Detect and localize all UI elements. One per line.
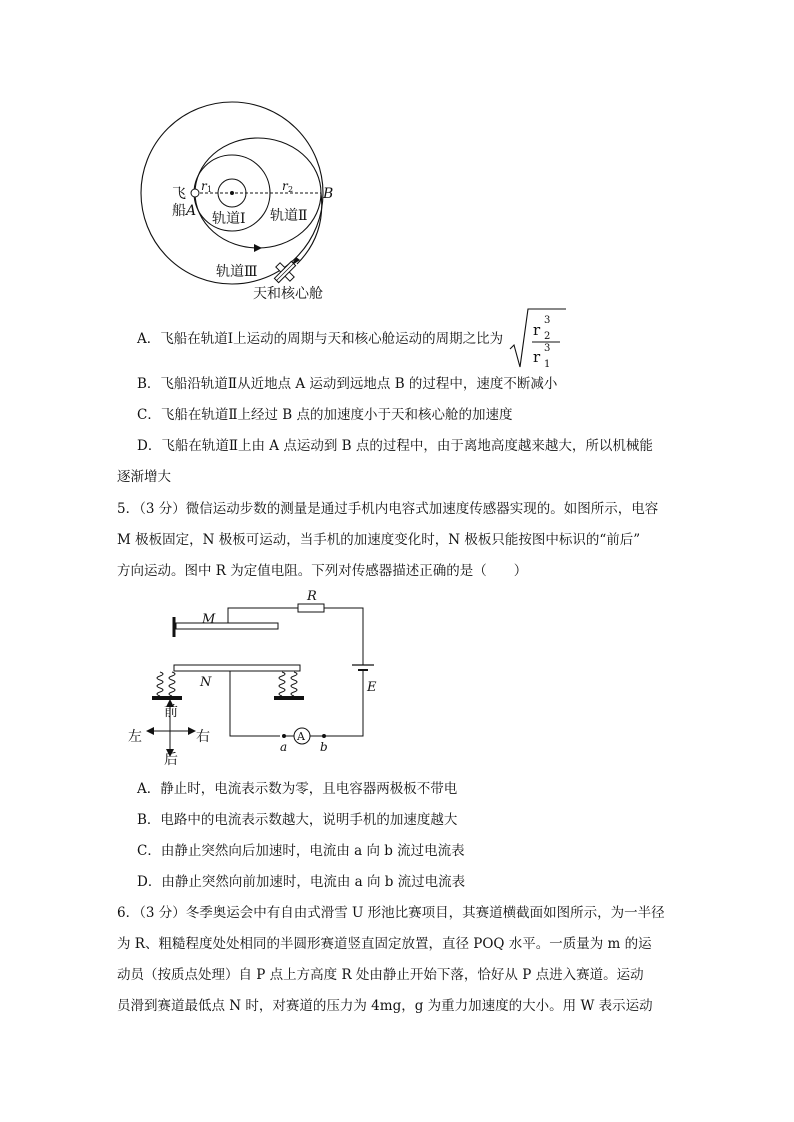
r1-label: r	[201, 179, 207, 193]
plate-m	[176, 623, 278, 629]
spring-right	[274, 672, 304, 700]
q5-stem-line-1: 5．（3 分）微信运动步数的测量是通过手机内电容式加速度传感器实现的。如图所示，电容	[117, 501, 659, 517]
q5-option-b: B．电路中的电流表示数越大，说明手机的加速度越大	[137, 812, 458, 828]
q6-stem-line-3: 动员（按质点处理）自 P 点上方高度 R 处由静止开始下落，恰好从 P 点进入赛道。运动	[117, 967, 644, 983]
label-left: 左	[128, 729, 142, 745]
ship-label-top: 飞	[172, 186, 186, 202]
option-letter: A．	[137, 331, 161, 347]
formula-num-sub: 2	[544, 331, 551, 342]
q5-stem-line-3: 方向运动。图中 R 为定值电阻。下列对传感器描述正确的是（ ）	[117, 563, 528, 579]
station-label: 天和核心舱	[253, 286, 323, 302]
formula-num: r	[533, 321, 541, 339]
formula-den: r	[533, 348, 541, 366]
orbit-3-label: 轨道Ⅲ	[216, 264, 258, 280]
option-text: 飞船在轨道Ⅰ上运动的周期与天和核心舱运动的周期之比为	[160, 331, 504, 347]
orbit-figure	[130, 60, 350, 310]
option-text: 飞船在轨道Ⅱ上由 A 点运动到 B 点的过程中，由于离地高度越来越大，所以机械能	[161, 438, 653, 454]
q5-option-a: A．静止时，电流表示数为零，且电容器两极板不带电	[137, 781, 458, 797]
label-e: E	[367, 680, 377, 695]
label-b: b	[320, 740, 328, 754]
formula-num-sup: 3	[544, 315, 551, 326]
label-back: 后	[164, 752, 178, 768]
point-b-label: B	[323, 186, 334, 202]
q4-option-d	[137, 437, 653, 455]
label-right: 右	[196, 729, 210, 745]
formula-den-sub: 1	[544, 359, 551, 370]
q6-stem-line-1: 6．（3 分）冬季奥运会中有自由式滑雪 U 形池比赛项目，其赛道横截面如图所示，为一半径	[117, 905, 665, 921]
option-text: 逐渐增大	[117, 469, 171, 485]
label-front: 前	[164, 704, 178, 720]
q5-option-d: D．由静止突然向前加速时，电流由 a 向 b 流过电流表	[137, 874, 466, 890]
q4-option-d-cont	[117, 468, 171, 486]
q6-stem-line-4: 员滑到赛道最低点 N 时，对赛道的压力为 4mg，g 为重力加速度的大小。用 W 表示运动	[117, 998, 653, 1014]
ship-marker	[191, 189, 199, 197]
orbit-1-label: 轨道Ⅰ	[212, 211, 246, 227]
q4-option-c	[137, 406, 513, 424]
option-letter: C．	[137, 407, 161, 423]
label-m: M	[202, 612, 216, 627]
q6-stem-line-2: 为 R、粗糙程度处处相同的半圆形赛道竖直固定放置，直径 POQ 水平。一质量为 m 的运	[117, 936, 652, 952]
q5-stem-line-2: M 极板固定，N 极板可运动，当手机的加速度变化时，N 极板只能按图中标识的“前后”	[117, 532, 641, 548]
label-n: N	[200, 675, 212, 690]
orbit-2-label: 轨道Ⅱ	[270, 208, 308, 224]
option-text: 飞船在轨道Ⅱ上经过 B 点的加速度小于天和核心舱的加速度	[160, 407, 513, 423]
formula-den-sup: 3	[544, 343, 551, 354]
ship-label-bottom: 船	[172, 203, 186, 219]
spring-left	[152, 672, 182, 700]
point-a-label: A	[186, 203, 197, 219]
option-letter: B．	[137, 376, 161, 392]
q4-option-b	[137, 375, 557, 393]
capacitor-circuit-figure	[130, 583, 390, 768]
label-a: a	[280, 740, 288, 754]
plate-n	[174, 665, 300, 671]
q5-option-c: C．由静止突然向后加速时，电流由 a 向 b 流过电流表	[137, 843, 465, 859]
option-letter: D．	[137, 438, 162, 454]
period-ratio-formula	[508, 305, 568, 373]
label-ammeter: A	[297, 730, 305, 743]
q4-option-a	[137, 330, 503, 348]
r2-label: r	[282, 179, 288, 193]
r2-sub: 2	[288, 185, 294, 194]
resistor-r	[298, 604, 324, 612]
option-text: 飞船沿轨道Ⅱ从近地点 A 运动到远地点 B 的过程中，速度不断减小	[160, 376, 558, 392]
orbit-2-arrow	[254, 244, 262, 252]
r1-sub: 1	[207, 185, 213, 194]
label-r: R	[307, 589, 317, 604]
